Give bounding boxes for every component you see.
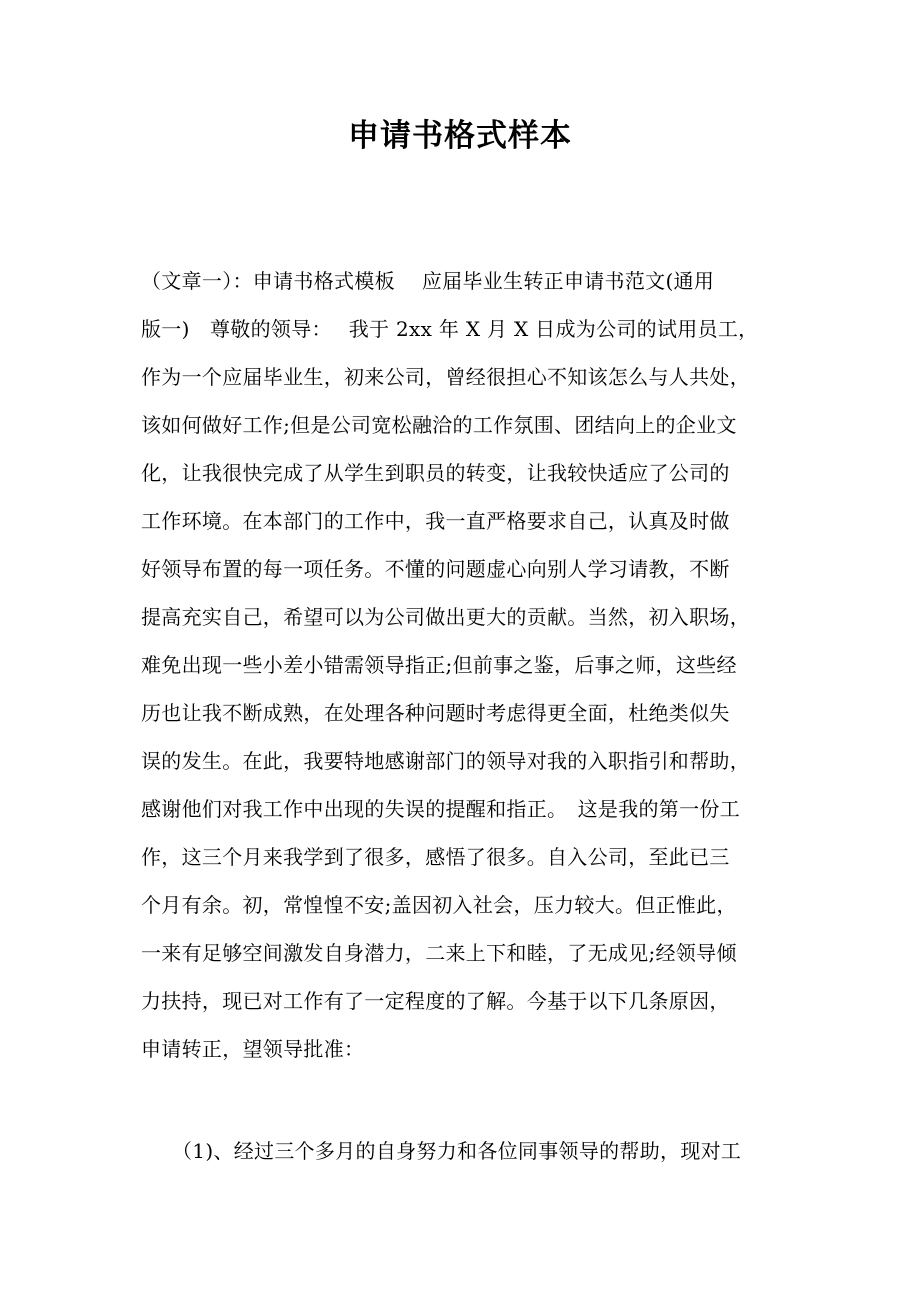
body-line: 作为一个应届毕业生，初来公司，曾经很担心不知该怎么与人共处， xyxy=(141,365,750,389)
body-line: 个月有余。初，常惶惶不安;盖因初入社会，压力较大。但正惟此， xyxy=(141,893,737,917)
body-line: 好领导布置的每一项任务。不懂的问题虚心向别人学习请教，不断 xyxy=(141,557,730,581)
body-line: 难免出现一些小差小错需领导指正;但前事之鉴，后事之师，这些经 xyxy=(141,653,737,677)
body-line: 感谢他们对我工作中出现的失误的提醒和指正。 这是我的第一份工 xyxy=(141,797,740,821)
body-line: 历也让我不断成熟，在处理各种问题时考虑得更全面，杜绝类似失 xyxy=(141,701,730,725)
body-line: 一来有足够空间激发自身潜力，二来上下和睦，了无成见;经领导倾 xyxy=(141,941,737,965)
body-line: 力扶持，现已对工作有了一定程度的了解。今基于以下几条原因， xyxy=(141,989,730,1013)
body-line: （1)、经过三个多月的自身努力和各位同事领导的帮助，现对工 xyxy=(172,1139,742,1163)
document-title: 申请书格式样本 xyxy=(348,118,572,154)
body-line: 提高充实自己，希望可以为公司做出更大的贡献。当然，初入职场， xyxy=(141,605,750,629)
body-line: 化，让我很快完成了从学生到职员的转变，让我较快适应了公司的 xyxy=(141,461,730,485)
body-line: 该如何做好工作;但是公司宽松融洽的工作氛围、团结向上的企业文 xyxy=(141,413,737,437)
body-line: 作，这三个月来我学到了很多，感悟了很多。自入公司，至此已三 xyxy=(141,845,730,869)
body-line: 版一) 尊敬的领导： 我于 2xx 年 X 月 X 日成为公司的试用员工， xyxy=(141,317,759,341)
body-line: 误的发生。在此，我要特地感谢部门的领导对我的入职指引和帮助， xyxy=(141,749,750,773)
body-line: （文章一）：申请书格式模板 应届毕业生转正申请书范文(通用 xyxy=(141,269,715,293)
body-line: 工作环境。在本部门的工作中，我一直严格要求自己，认真及时做 xyxy=(141,509,730,533)
body-line: 申请转正，望领导批准： xyxy=(141,1037,365,1061)
